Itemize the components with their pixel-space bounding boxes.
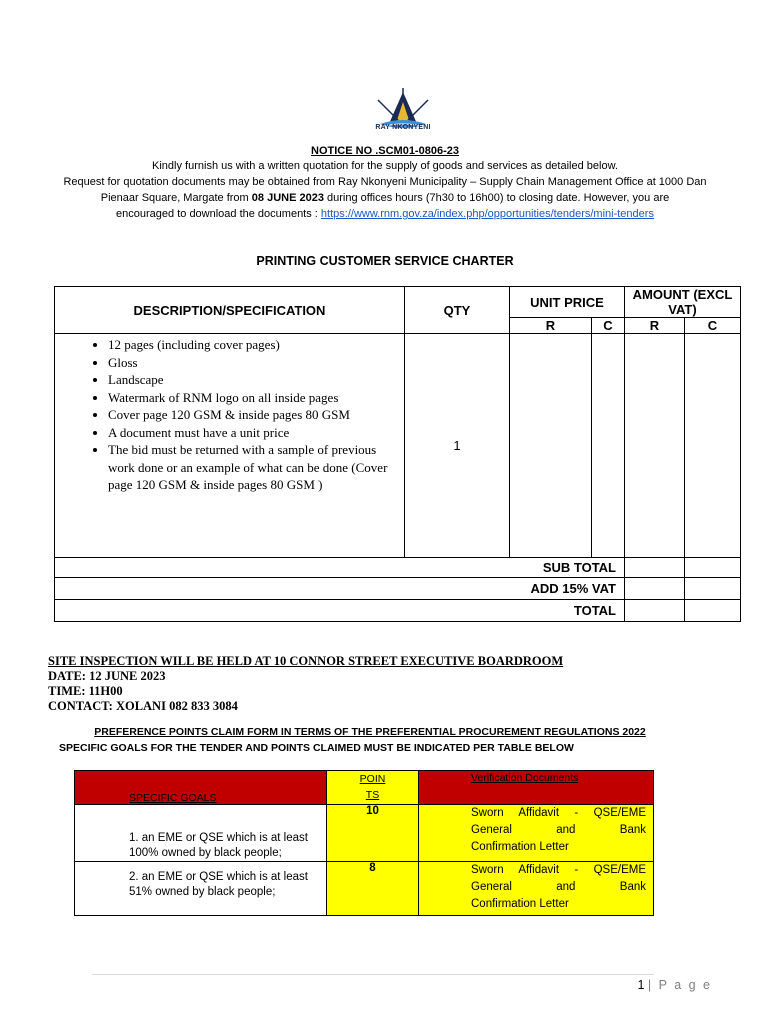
inspection-date: DATE: 12 JUNE 2023 — [48, 669, 166, 683]
total-c[interactable] — [685, 600, 741, 622]
header-description: DESCRIPTION/SPECIFICATION — [55, 287, 405, 334]
intro-line-2: Request for quotation documents may be obtained from Ray Nkonyeni Municipality – Supply Chain Management Office at 1000 Dan — [63, 176, 707, 188]
header-qty: QTY — [405, 287, 510, 334]
total-label: TOTAL — [55, 600, 625, 622]
header-unit-price: UNIT PRICE — [510, 287, 625, 318]
list-item: • A document must have a unit price — [108, 424, 404, 442]
points-row-2: 8 — [327, 862, 419, 916]
header-amount-c: C — [685, 318, 741, 334]
tenders-link[interactable]: https://www.rnm.gov.za/index.php/opportunities/tenders/mini-tenders — [320, 208, 654, 220]
amount-c-cell[interactable] — [685, 334, 741, 558]
section-title: PRINTING CUSTOMER SERVICE CHARTER — [256, 254, 514, 268]
points-header: POIN TS — [327, 771, 419, 805]
points-row-1: 10 — [327, 805, 419, 862]
vat-r[interactable] — [625, 578, 685, 600]
intro-line-3: Pienaar Square, Margate from 08 JUNE 2023 during offices hours (7h30 to 16h00) to closing date. However, you are — [100, 192, 670, 204]
sub-total-label: SUB TOTAL — [55, 558, 625, 578]
inspection-time: TIME: 11H00 — [48, 684, 123, 698]
goals-header: SPECIFIC GOALS — [75, 771, 327, 805]
logo-text: RAY NKONYENI — [375, 124, 431, 131]
unit-c-cell[interactable] — [592, 334, 625, 558]
list-item: • Cover page 120 GSM & inside pages 80 GSM — [108, 406, 404, 424]
page-footer — [540, 978, 712, 992]
preference-title: PREFERENCE POINTS CLAIM FORM IN TERMS OF THE PREFERENTIAL PROCUREMENT REGULATIONS 2022 — [94, 726, 646, 738]
list-item: • 12 pages (including cover pages) — [108, 336, 404, 354]
verification-row-2: Sworn Affidavit - QSE/EME General and Bank Confirmation Letter — [419, 862, 654, 916]
list-item: • Gloss — [108, 354, 404, 372]
goal-row-1: 1. an EME or QSE which is at least 100% owned by black people; — [75, 805, 327, 862]
inspection-title: SITE INSPECTION WILL BE HELD AT 10 CONNOR STREET EXECUTIVE BOARDROOM — [48, 654, 564, 668]
preference-subtitle: SPECIFIC GOALS FOR THE TENDER AND POINTS CLAIMED MUST BE INDICATED PER TABLE BELOW — [59, 742, 574, 754]
sub-total-c[interactable] — [685, 558, 741, 578]
verification-header: Verification Documents — [419, 771, 654, 805]
description-cell — [55, 334, 405, 558]
page-number: 1 — [637, 978, 645, 992]
sub-total-r[interactable] — [625, 558, 685, 578]
municipality-logo-icon — [368, 86, 438, 140]
total-r[interactable] — [625, 600, 685, 622]
list-item: • Landscape — [108, 371, 404, 389]
vat-label: ADD 15% VAT — [55, 578, 625, 600]
inspection-block — [48, 654, 563, 714]
intro-line-1: Kindly furnish us with a written quotation for the supply of goods and services as detailed below. — [152, 160, 618, 172]
header-amount-r: R — [625, 318, 685, 334]
intro-line-4: encouraged to download the documents : https://www.rnm.gov.za/index.php/opportunities/tenders/mini-tenders — [116, 208, 654, 220]
list-item: • The bid must be returned with a sample of previous work done or an example of what can be done (Cover page 120 GSM & inside pages 80 GSM ) — [108, 441, 404, 494]
footer-divider — [92, 974, 654, 975]
header-amount: AMOUNT (EXCL VAT) — [625, 287, 741, 318]
amount-r-cell[interactable] — [625, 334, 685, 558]
closing-date: 08 JUNE 2023 — [251, 192, 324, 204]
specific-goals-table — [74, 770, 654, 916]
header-unit-c: C — [592, 318, 625, 334]
vat-c[interactable] — [685, 578, 741, 600]
qty-value: 1 — [405, 334, 510, 558]
notice-number: NOTICE NO .SCM01-0806-23 — [311, 145, 459, 157]
unit-r-cell[interactable] — [510, 334, 592, 558]
header-unit-r: R — [510, 318, 592, 334]
inspection-contact: CONTACT: XOLANI 082 833 3084 — [48, 699, 238, 713]
list-item: • Watermark of RNM logo on all inside pages — [108, 389, 404, 407]
page-label: | P a g e — [647, 978, 712, 992]
quotation-table — [54, 286, 741, 622]
goal-row-2: 2. an EME or QSE which is at least 51% owned by black people; — [75, 862, 327, 916]
verification-row-1: Sworn Affidavit - QSE/EME General and Bank Confirmation Letter — [419, 805, 654, 862]
